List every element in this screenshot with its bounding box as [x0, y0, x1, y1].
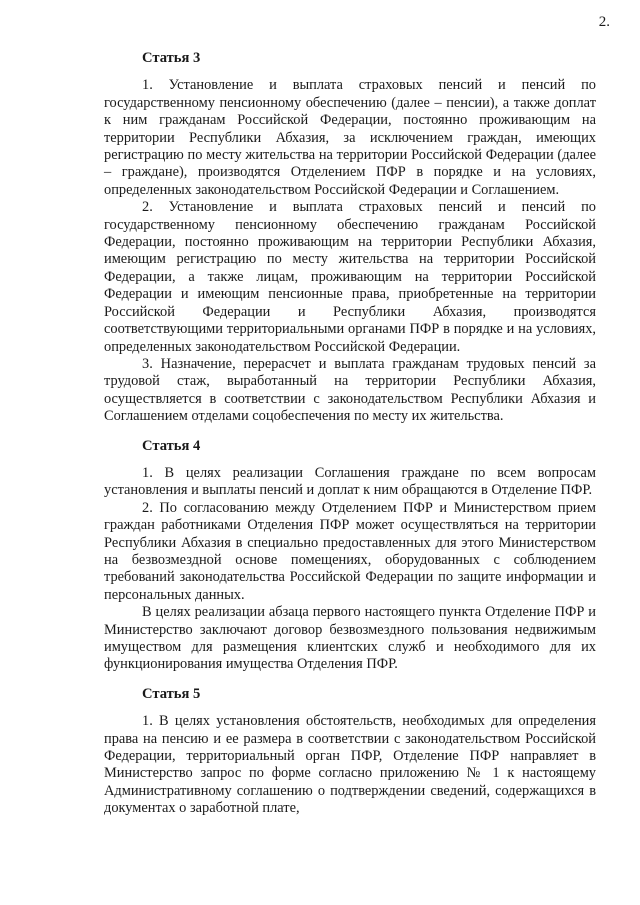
article-4-paragraph-1: 1. В целях реализации Соглашения граждане по всем вопросам установления и выплаты пенсий и доплат к ним обращаются в Отделение ПФР. — [104, 464, 596, 499]
article-4-heading: Статья 4 — [142, 437, 201, 454]
article-5-paragraph-1: 1. В целях установления обстоятельств, необходимых для определения права на пенсию и ее размера в соответствии с законодательством Российской Федерации, территориальный орган ПФР, Отделение ПФР направляет в Министерство запрос по форме согласно приложению № 1 к настоящему Административному соглашению о подтверждении сведений, содержащихся в документах о заработной плате, — [104, 713, 596, 817]
article-3-paragraph-1: 1. Установление и выплата страховых пенсий и пенсий по государственному пенсионному обеспечению (далее – пенсии), а также доплат к ним гражданам Российской Федерации, постоянно проживающим на территории Республики Абхазия, за исключением граждан, имеющих регистрацию по месту жительства на территории Российской Федерации (далее – граждане), производятся Отделением ПФР в порядке и на условиях, определенных законодательством Российской Федерации и Соглашением. — [104, 77, 596, 198]
article-4-paragraph-3: В целях реализации абзаца первого настоящего пункта Отделение ПФР и Министерство заключают договор безвозмездного пользования недвижимым имуществом для размещения клиентских служб и необходимого для их функционирования имущества Отделения ПФР. — [104, 604, 596, 673]
article-3-heading: Статья 3 — [142, 50, 201, 66]
article-4-paragraph-2: 2. По согласованию между Отделением ПФР и Министерством прием граждан работниками Отделения ПФР может осуществляться на территории Республики Абхазия в специально предоставленных для этого Министерством на безвозмездной основе помещениях, оборудованных с соблюдением требований законодательства Российской Федерации по защите информации и персональных данных. — [104, 499, 596, 603]
page-number: 2. — [598, 14, 610, 30]
document-body — [104, 50, 596, 818]
article-3-paragraph-2: 2. Установление и выплата страховых пенсий и пенсий по государственному пенсионному обеспечению гражданам Российской Федерации, постоянно проживающим на территории Республики Абхазия, имеющим регистрацию по месту жительства на территории Российской Федерации, а также лицам, проживающим на территории Российской Федерации и имеющим пенсионные права, приобретенные на территории Российской Федерации и Республики Абхазия, производятся соответствующими территориальными органами ПФР в порядке и на условиях, определенных законодательством Российской Федерации. — [104, 199, 596, 355]
article-3-paragraph-3: 3. Назначение, перерасчет и выплата гражданам трудовых пенсий за трудовой стаж, выработанный на территории Республики Абхазия, осуществляется в соответствии с законодательством Республики Абхазия и Соглашением отделами соцобеспечения по месту их жительства. — [104, 355, 596, 425]
article-5-heading: Статья 5 — [142, 685, 201, 702]
